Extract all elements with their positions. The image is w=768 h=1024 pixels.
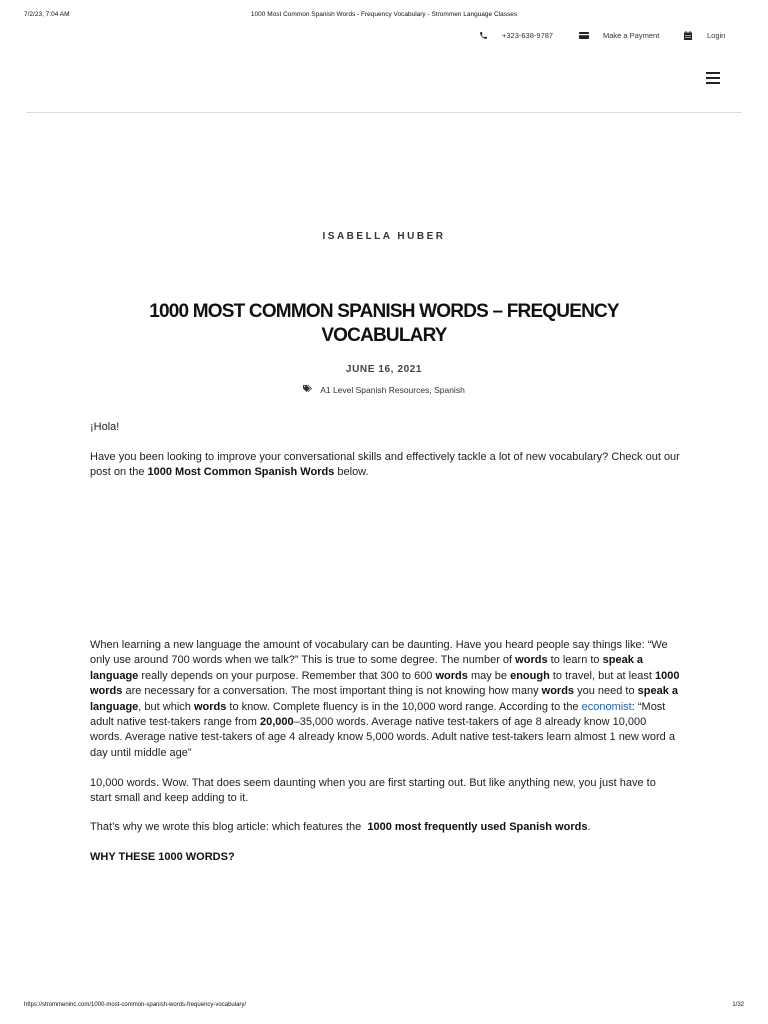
intro-paragraph: Have you been looking to improve your conversational skills and effectively tackle a lot of new vocabulary? Check out our post on the 1000 Most Common Spanish Words below.	[90, 451, 680, 479]
daunting-paragraph: 10,000 words. Wow. That does seem daunting when you are first starting out. But like anything new, you just have to start small and keep adding to it.	[90, 777, 656, 805]
payment-label: Make a Payment	[603, 31, 660, 40]
payment-link[interactable]	[579, 31, 659, 40]
article-title: 1000 MOST COMMON SPANISH WORDS – FREQUENCY VOCABULARY	[149, 301, 619, 346]
greeting: ¡Hola!	[90, 421, 120, 433]
article-date: JUNE 16, 2021	[345, 364, 423, 375]
tag-link[interactable]: Spanish	[434, 385, 465, 395]
credit-card-icon	[579, 32, 589, 39]
vocabulary-paragraph: When learning a new language the amount of vocabulary can be daunting. Have you heard people say things like: “We only use around 700 words when we talk?” This is true to some degree. The number of words to learn to speak a language really depends on your purpose. Remember that 300 to 600 words may be enough to travel, but at least 1000 words are necessary for a conversation. The most important thing is not knowing how many words you need to speak a language, but which words to know. Complete fluency is in the 10,000 word range. According to the economist: “Most adult native test-takers range from 20,000–35,000 words. Average native test-takers of age 8 already know 10,000 words. Average native test-takers of age 4 already know 5,000 words. Adult native test-takers learn almost 1 new word a day until middle age”	[90, 639, 680, 759]
author-name: ISABELLA HUBER	[322, 231, 446, 242]
tag-separator: ,	[429, 385, 435, 395]
blog-paragraph: That’s why we wrote this blog article: which features the 1000 most frequently used Spanish words.	[90, 821, 591, 833]
login-label: Login	[707, 31, 726, 40]
economist-link[interactable]: economist	[581, 700, 632, 713]
phone-number: +323-638-9787	[502, 31, 554, 40]
page-number: 1/32	[732, 1002, 744, 1008]
tag-link[interactable]: A1 Level Spanish Resources	[320, 385, 430, 395]
login-link[interactable]	[684, 31, 725, 40]
article-tags	[0, 385, 768, 395]
phone-link[interactable]	[479, 31, 553, 40]
calendar-icon	[684, 31, 692, 40]
menu-hamburger-icon[interactable]	[706, 72, 720, 84]
header-divider	[26, 112, 742, 113]
print-date: 7/2/23, 7:04 AM	[24, 11, 70, 18]
section-heading: WHY THESE 1000 WORDS?	[90, 851, 235, 863]
phone-icon	[479, 31, 488, 40]
print-page-title: 1000 Most Common Spanish Words - Frequency Vocabulary - Strommen Language Classes	[250, 11, 518, 18]
tag-icon	[303, 385, 313, 395]
page-url: https://strommeninc.com/1000-most-common-spanish-words-frequency-vocabulary/	[24, 1002, 247, 1008]
